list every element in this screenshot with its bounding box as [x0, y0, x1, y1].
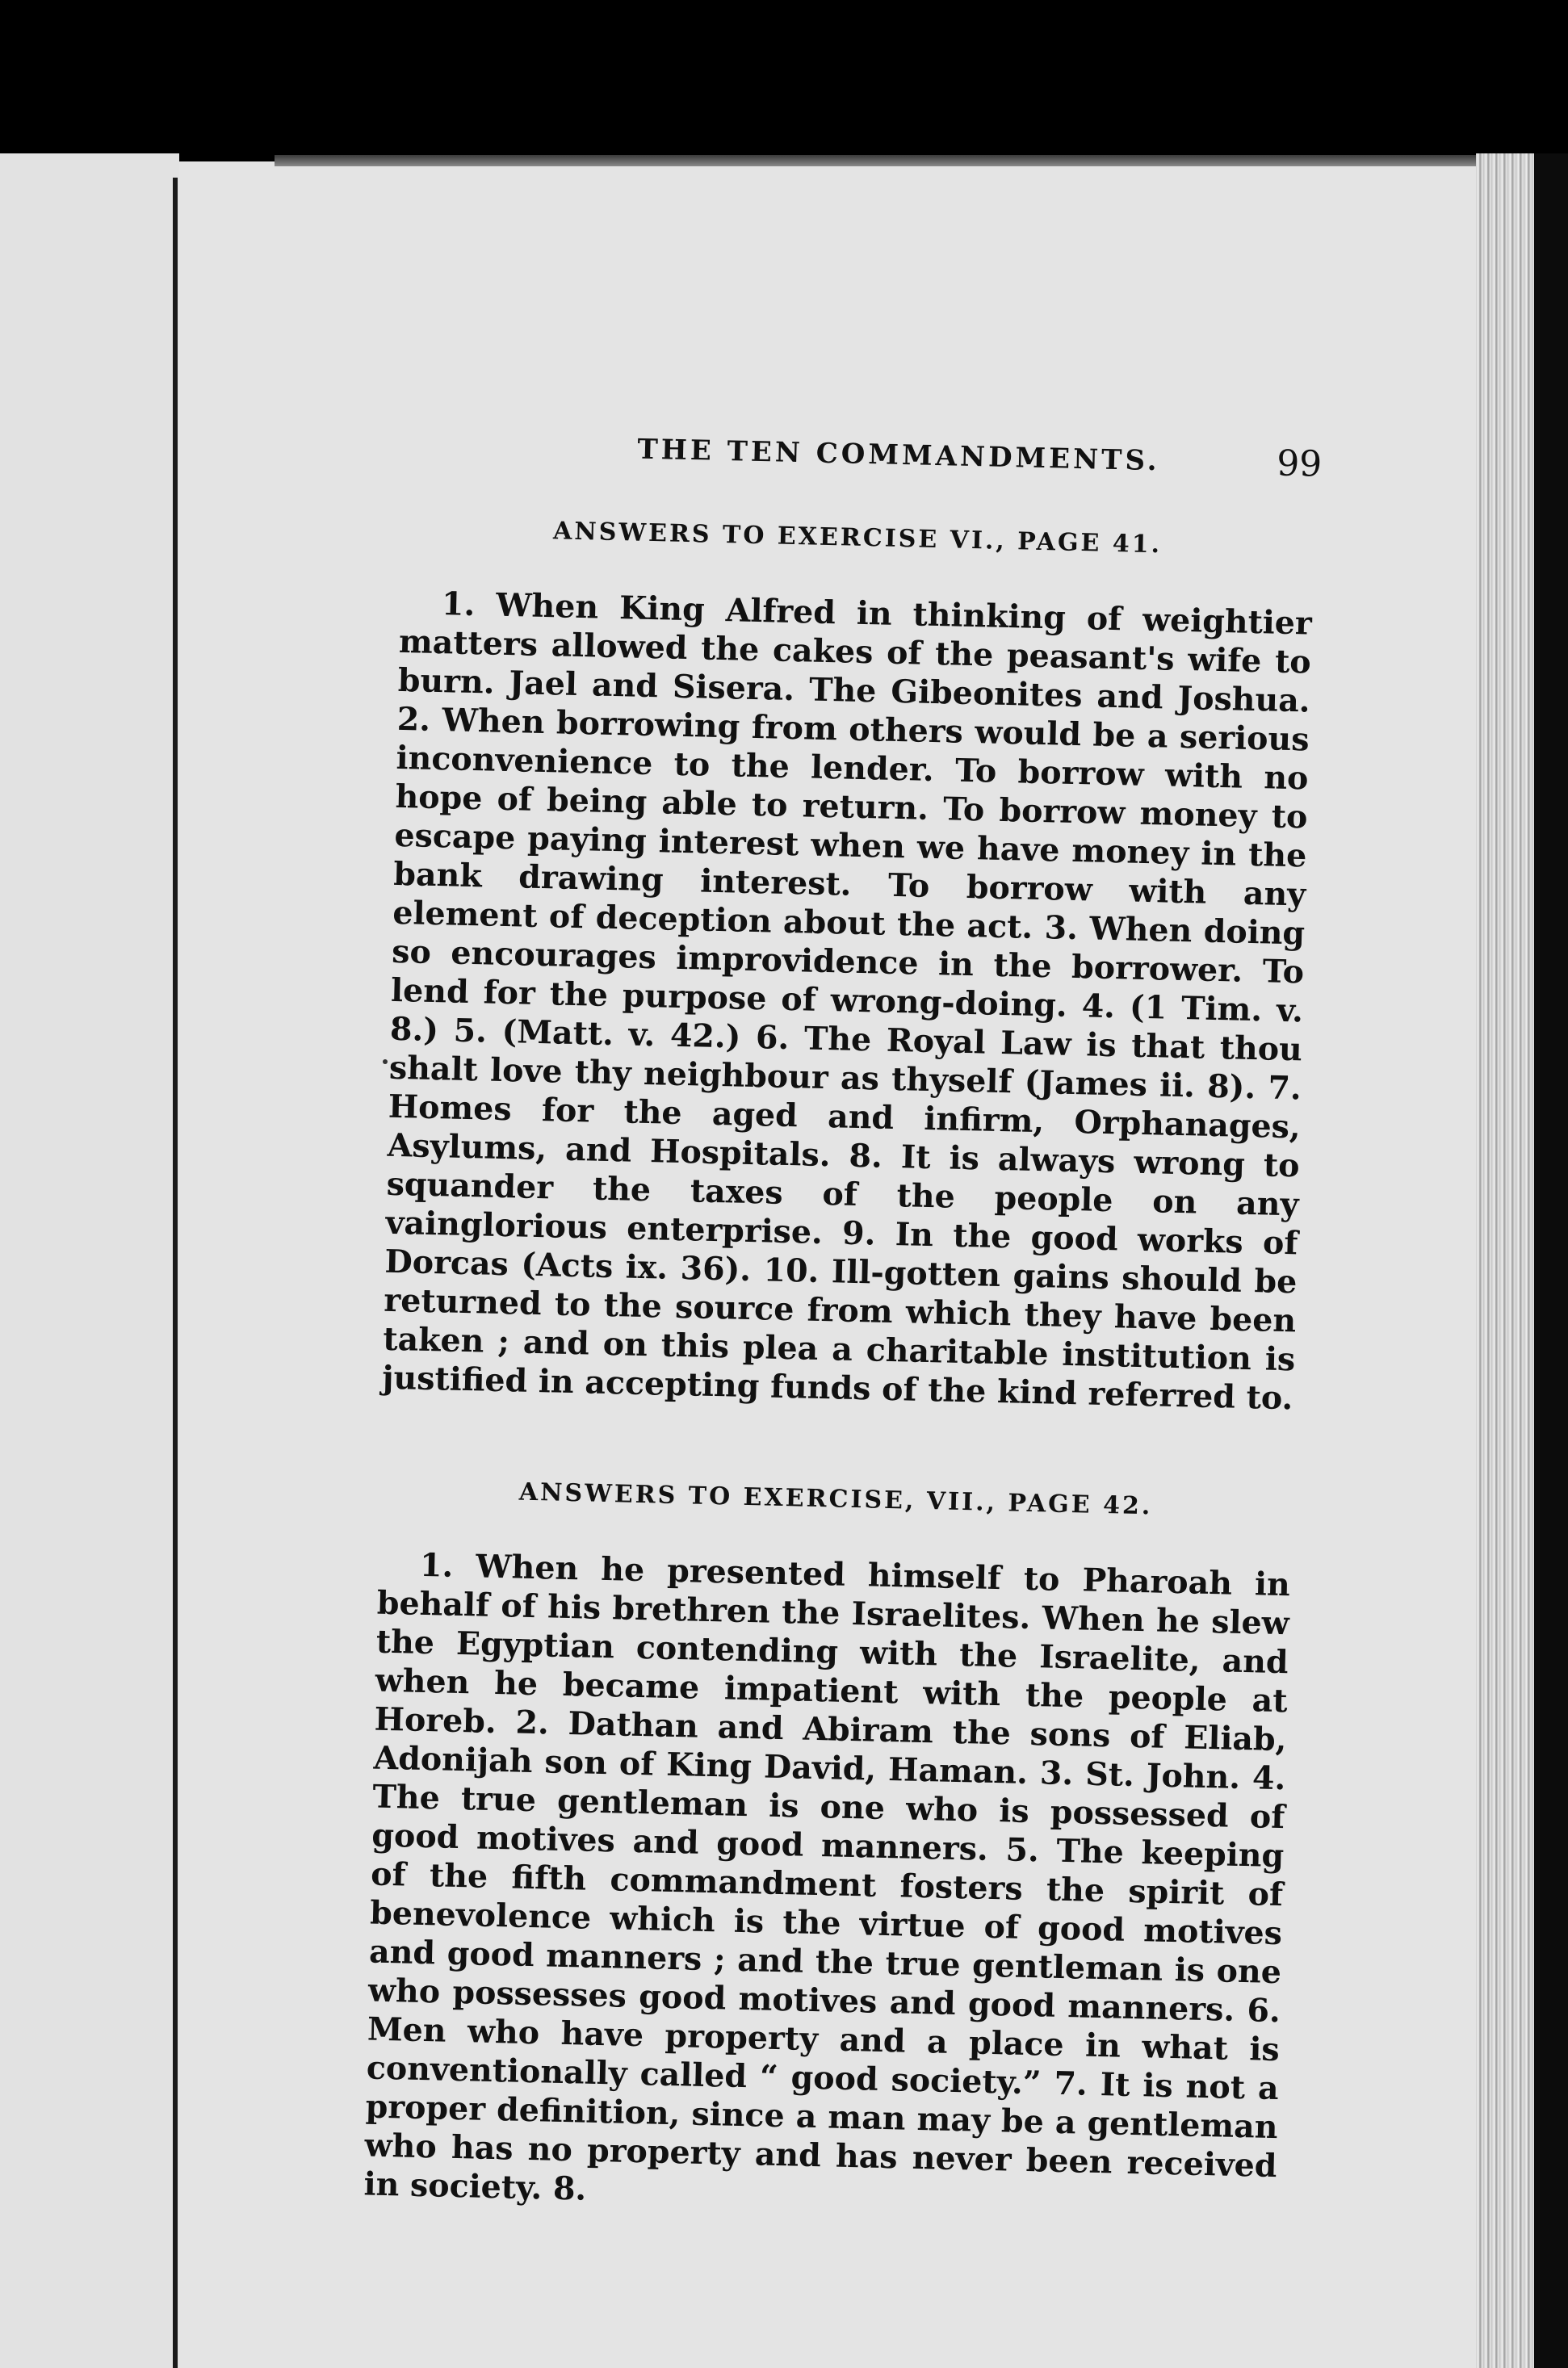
section-heading-exercise-vi: ANSWERS TO EXERCISE VI., PAGE 41.: [552, 517, 1163, 560]
running-title: THE TEN COMMANDMENTS.: [637, 433, 1161, 478]
scan-border: [0, 0, 1568, 153]
answers-exercise-vi: 1. When King Alfred in thinking of weightier matters allowed the cakes of the peasant's wife to burn. Jael and Sisera. The Gibeonites and Joshua. 2. When borrowing from others would be a serious inconvenience to the lender. To borrow with no hope of being able to return. To borrow money to escape paying interest when we have money in the bank drawing interest. To borrow with any element of deception about the act. 3. When doing so encourages improvidence in the borrower. To lend for the purpose of wrong-doing. 4. (1 Tim. v. 8.) 5. (Matt. v. 42.) 6. The Royal Law is that thou shalt love thy neighbour as thyself (James ii. 8). 7. Homes for the aged and infirm, Orphanages, Asylums, and Hospitals. 8. It is always wrong to squander the taxes of the people on any vainglorious enterprise. 9. In the good works of Dorcas (Acts ix. 36). 10. Ill-gotten gains should be returned to the source from which they have been taken ; and on this plea a charitable institution is justified in accepting funds of the kind referred to.: [381, 585, 1313, 1418]
section-heading-exercise-vii: ANSWERS TO EXERCISE, VII., PAGE 42.: [518, 1477, 1153, 1521]
gutter-shadow: [173, 178, 178, 2368]
answers-exercise-vii: 1. When he presented himself to Pharoah in behalf of his brethren the Israelites. When he slew the Egyptian contending with the Israelite, and when he became impatient with the people at Horeb. 2. Dathan and Abiram the sons of Eliab, Adonijah son of King David, Haman. 3. St. John. 4. The true gentleman is one who is possessed of good motives and good manners. 5. The keeping of the fifth commandment fosters the spirit of benevolence which is the virtue of good motives and good manners ; and the true gentleman is one who possesses good motives and good manners. 6. Men who have property and a place in what is conventionally called “ good society.” 7. It is not a proper definition, since a man may be a gentleman who has no property and has never been received in society. 8.: [363, 1546, 1291, 2208]
facing-page-edge: [0, 153, 179, 2368]
page-top-shadow: [275, 155, 1486, 166]
page-content: [363, 428, 1323, 2224]
ink-speck: [383, 1059, 388, 1064]
page-number: 99: [1276, 442, 1323, 485]
scan-border-right: [1534, 153, 1568, 2368]
